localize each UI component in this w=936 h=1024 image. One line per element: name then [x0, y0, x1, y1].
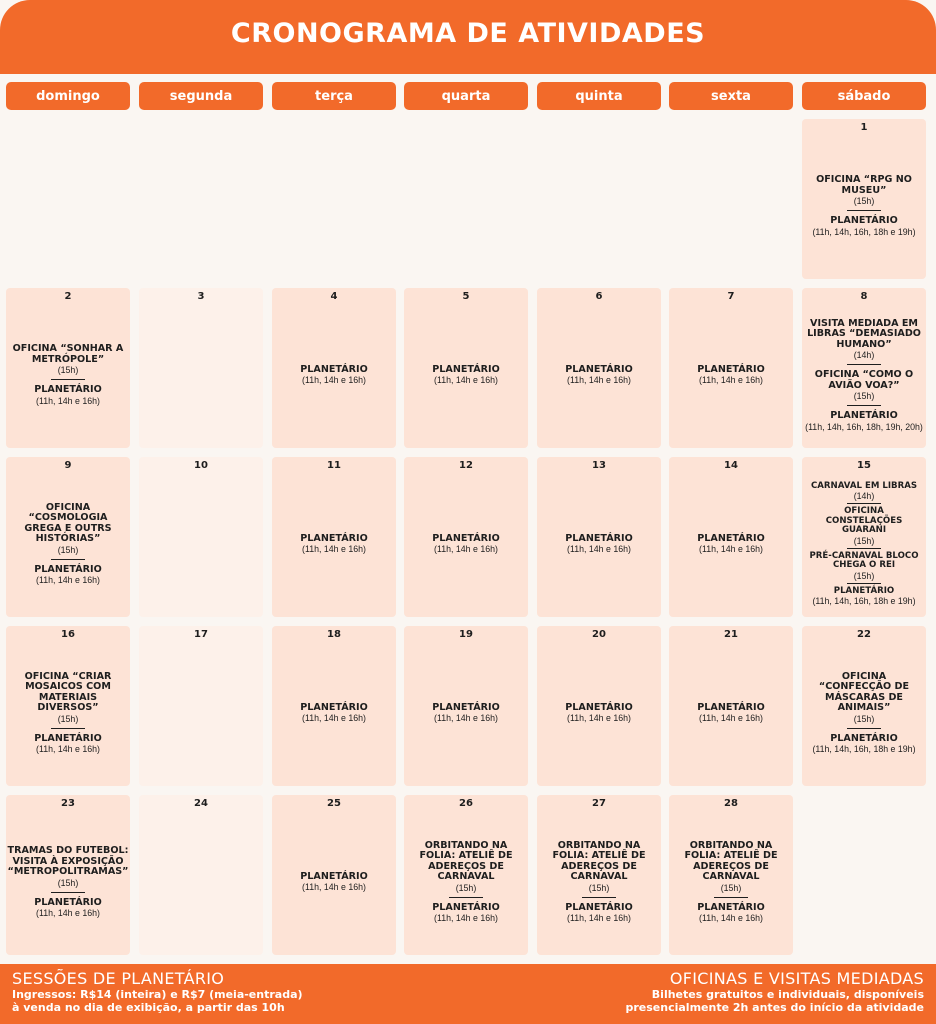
- weekday-sabado: sábado: [802, 82, 926, 110]
- event-separator: [847, 728, 881, 729]
- day-number: 24: [194, 798, 208, 809]
- event-time: (11h, 14h, 16h, 18h e 19h): [812, 226, 916, 237]
- event-time: (15h): [853, 535, 875, 546]
- event-separator: [714, 897, 748, 898]
- event-time: (15h): [57, 877, 79, 888]
- calendar-day-20: [537, 626, 661, 786]
- day-events: [669, 640, 793, 786]
- weekday-quinta: quinta: [537, 82, 661, 110]
- day-number: 15: [857, 460, 871, 471]
- event-separator: [847, 583, 881, 584]
- day-number: 28: [724, 798, 738, 809]
- event-time: (15h): [57, 365, 79, 376]
- event-title: PLANETÁRIO: [565, 363, 633, 375]
- event-time: (11h, 14h, 16h, 18h e 19h): [812, 596, 916, 607]
- event-time: (11h, 14h e 16h): [699, 913, 763, 924]
- event-time: (15h): [588, 882, 610, 893]
- weekday-sexta: sexta: [669, 82, 793, 110]
- event-separator: [847, 210, 881, 211]
- day-number: 14: [724, 460, 738, 471]
- day-events: [669, 302, 793, 448]
- day-events: [537, 471, 661, 617]
- calendar-day-25: [272, 795, 396, 955]
- calendar-day-6: [537, 288, 661, 448]
- event-title: OFICINA “COMO O AVIÃO VOA?”: [814, 369, 914, 391]
- event-time: (11h, 14h e 16h): [36, 575, 100, 586]
- event-time: (11h, 14h, 16h, 18h e 19h): [812, 744, 916, 755]
- day-events: [6, 471, 130, 617]
- event-time: (14h): [853, 350, 875, 360]
- event-title: PLANETÁRIO: [565, 532, 633, 544]
- event-title: TRAMAS DO FUTEBOL: VISITA À EXPOSIÇÃO “METROPOLITRAMAS”: [7, 845, 129, 877]
- calendar-day-18: [272, 626, 396, 786]
- event-separator: [582, 897, 616, 898]
- day-events: [6, 809, 130, 955]
- event-separator: [51, 379, 85, 380]
- calendar-day-12: [404, 457, 528, 617]
- event-title: OFICINA “COSMOLOGIA GREGA E OUTRS HISTÓRIAS”: [24, 501, 112, 545]
- day-number: 5: [462, 291, 470, 302]
- day-events: [537, 640, 661, 786]
- calendar-day-9: [6, 457, 130, 617]
- day-number: 13: [592, 460, 606, 471]
- day-events: [272, 471, 396, 617]
- event-separator: [847, 503, 881, 504]
- footer-left-line: à venda no dia de exibição, a partir das 10h: [12, 1001, 285, 1014]
- event-separator: [51, 892, 85, 893]
- event-title: PLANETÁRIO: [34, 563, 102, 575]
- day-events: [537, 809, 661, 955]
- day-number: 8: [860, 291, 868, 302]
- day-events: [404, 471, 528, 617]
- day-events: [6, 640, 130, 786]
- event-time: (11h, 14h e 16h): [434, 375, 498, 386]
- day-number: 9: [64, 460, 72, 471]
- event-separator: [847, 405, 881, 406]
- event-time: (11h, 14h e 16h): [36, 908, 100, 918]
- event-title: PLANETÁRIO: [830, 732, 898, 744]
- event-title: OFICINA “CONFECÇÃO DE MÁSCARAS DE ANIMAIS”: [818, 670, 910, 714]
- event-time: (11h, 14h e 16h): [567, 544, 631, 555]
- event-time: (15h): [853, 391, 875, 401]
- calendar-day-19: [404, 626, 528, 786]
- day-number: 1: [860, 122, 868, 133]
- event-time: (11h, 14h e 16h): [434, 913, 498, 924]
- calendar-day-24: [139, 795, 263, 955]
- event-time: (11h, 14h e 16h): [434, 544, 498, 555]
- event-time: (15h): [853, 196, 875, 207]
- event-time: (11h, 14h e 16h): [699, 544, 763, 555]
- calendar-day-10: [139, 457, 263, 617]
- day-number: 27: [592, 798, 606, 809]
- day-number: 16: [61, 629, 75, 640]
- calendar-day-16: [6, 626, 130, 786]
- footer-planetarium-info: [12, 969, 303, 1014]
- day-number: 4: [330, 291, 338, 302]
- event-title: PLANETÁRIO: [34, 732, 102, 744]
- footer-right-title: OFICINAS E VISITAS MEDIADAS: [669, 969, 924, 988]
- weekday-terca: terça: [272, 82, 396, 110]
- weekday-quarta: quarta: [404, 82, 528, 110]
- event-separator: [51, 728, 85, 729]
- event-time: (14h): [853, 491, 875, 502]
- event-title: PLANETÁRIO: [697, 532, 765, 544]
- calendar-day-13: [537, 457, 661, 617]
- event-title: PLANETÁRIO: [300, 870, 368, 882]
- calendar-day-1: [802, 119, 926, 279]
- event-title: PLANETÁRIO: [432, 532, 500, 544]
- event-time: (11h, 14h e 16h): [302, 375, 366, 386]
- page-header: [0, 0, 936, 74]
- day-events: [404, 809, 528, 955]
- event-title: OFICINA “CRIAR MOSAICOS COM MATERIAIS DIVERSOS”: [24, 670, 112, 714]
- event-time: (11h, 14h e 16h): [567, 713, 631, 724]
- event-title: PLANETÁRIO: [300, 363, 368, 375]
- event-time: (11h, 14h e 16h): [302, 544, 366, 555]
- event-time: (11h, 14h e 16h): [302, 882, 366, 893]
- day-number: 17: [194, 629, 208, 640]
- event-time: (11h, 14h e 16h): [567, 375, 631, 386]
- day-events: [802, 302, 926, 448]
- event-title: PLANETÁRIO: [432, 901, 500, 913]
- event-title: ORBITANDO NA FOLIA: ATELIÊ DE ADEREÇOS DE CARNAVAL: [552, 839, 646, 883]
- day-number: 19: [459, 629, 473, 640]
- day-events: [6, 302, 130, 448]
- event-title: PLANETÁRIO: [565, 901, 633, 913]
- day-number: 25: [327, 798, 341, 809]
- event-time: (11h, 14h e 16h): [699, 713, 763, 724]
- event-title: PLANETÁRIO: [300, 532, 368, 544]
- event-title: PLANETÁRIO: [34, 896, 102, 908]
- weekday-segunda: segunda: [139, 82, 263, 110]
- day-events: [404, 640, 528, 786]
- day-events: [272, 809, 396, 955]
- footer: [0, 964, 936, 1024]
- calendar-day-4: [272, 288, 396, 448]
- calendar-day-7: [669, 288, 793, 448]
- event-title: CARNAVAL EM LIBRAS: [810, 480, 918, 491]
- event-title: VISITA MEDIADA EM LIBRAS “DEMASIADO HUMANO”: [807, 317, 921, 350]
- calendar-day-8: [802, 288, 926, 448]
- weekday-domingo: domingo: [6, 82, 130, 110]
- calendar-day-3: [139, 288, 263, 448]
- event-separator: [449, 897, 483, 898]
- calendar-day-22: [802, 626, 926, 786]
- event-time: (11h, 14h e 16h): [302, 713, 366, 724]
- event-title: PLANETÁRIO: [34, 384, 102, 396]
- calendar-day-11: [272, 457, 396, 617]
- calendar-day-28: [669, 795, 793, 955]
- day-number: 22: [857, 629, 871, 640]
- event-title: PLANETÁRIO: [432, 701, 500, 713]
- day-events: [537, 302, 661, 448]
- event-title: PLANETÁRIO: [697, 701, 765, 713]
- day-number: 7: [727, 291, 735, 302]
- event-time: (11h, 14h e 16h): [36, 395, 100, 406]
- event-time: (11h, 14h, 16h, 18h, 19h, 20h): [805, 421, 923, 432]
- page-title: CRONOGRAMA DE ATIVIDADES: [230, 18, 706, 49]
- event-time: (15h): [57, 713, 79, 724]
- event-title: PLANETÁRIO: [432, 363, 500, 375]
- event-time: (15h): [853, 570, 875, 581]
- event-title: PLANETÁRIO: [300, 701, 368, 713]
- footer-right-line: Bilhetes gratuitos e individuais, disponíveis: [651, 988, 924, 1001]
- day-events: [272, 302, 396, 448]
- event-separator: [51, 559, 85, 560]
- event-title: ORBITANDO NA FOLIA: ATELIÊ DE ADEREÇOS DE CARNAVAL: [684, 839, 778, 883]
- day-events: [802, 133, 926, 279]
- calendar-day-17: [139, 626, 263, 786]
- event-title: PLANETÁRIO: [565, 701, 633, 713]
- event-title: PLANETÁRIO: [833, 585, 895, 596]
- event-title: PLANETÁRIO: [830, 410, 898, 421]
- day-number: 21: [724, 629, 738, 640]
- event-time: (15h): [853, 713, 875, 724]
- footer-workshops-info: [625, 969, 924, 1014]
- event-title: ORBITANDO NA FOLIA: ATELIÊ DE ADEREÇOS DE CARNAVAL: [419, 839, 513, 883]
- calendar-day-14: [669, 457, 793, 617]
- day-events: [669, 809, 793, 955]
- event-title: PRÉ-CARNAVAL BLOCO CHEGA O REI: [809, 550, 919, 571]
- event-title: PLANETÁRIO: [697, 901, 765, 913]
- event-time: (11h, 14h e 16h): [36, 744, 100, 755]
- day-events: [802, 640, 926, 786]
- calendar-day-27: [537, 795, 661, 955]
- event-time: (11h, 14h e 16h): [434, 713, 498, 724]
- day-events: [272, 640, 396, 786]
- calendar-day-5: [404, 288, 528, 448]
- day-number: 26: [459, 798, 473, 809]
- footer-left-line: Ingressos: R$14 (inteira) e R$7 (meia-entrada): [12, 988, 303, 1001]
- day-number: 18: [327, 629, 341, 640]
- event-time: (11h, 14h e 16h): [699, 375, 763, 386]
- day-number: 6: [595, 291, 603, 302]
- calendar-day-2: [6, 288, 130, 448]
- day-number: 3: [197, 291, 205, 302]
- calendar-day-21: [669, 626, 793, 786]
- event-separator: [847, 364, 881, 365]
- event-title: PLANETÁRIO: [830, 215, 898, 227]
- event-title: OFICINA “RPG NO MUSEU”: [816, 174, 912, 196]
- footer-right-line: presencialmente 2h antes do início da atividade: [625, 1001, 924, 1014]
- event-time: (15h): [455, 882, 477, 893]
- calendar-day-15: [802, 457, 926, 617]
- day-number: 10: [194, 460, 208, 471]
- calendar-day-26: [404, 795, 528, 955]
- event-time: (15h): [57, 544, 79, 555]
- day-number: 2: [64, 291, 72, 302]
- day-events: [404, 302, 528, 448]
- day-number: 20: [592, 629, 606, 640]
- event-separator: [847, 548, 881, 549]
- day-number: 23: [61, 798, 75, 809]
- day-events: [669, 471, 793, 617]
- footer-left-title: SESSÕES DE PLANETÁRIO: [12, 969, 225, 988]
- event-title: PLANETÁRIO: [697, 363, 765, 375]
- event-time: (15h): [720, 882, 742, 893]
- day-number: 11: [327, 460, 341, 471]
- event-title: OFICINA CONSTELAÇÕES GUARANI: [825, 506, 903, 536]
- day-events: [802, 471, 926, 617]
- event-title: OFICINA “SONHAR A METRÓPOLE”: [12, 343, 124, 365]
- day-number: 12: [459, 460, 473, 471]
- event-time: (11h, 14h e 16h): [567, 913, 631, 924]
- calendar-day-23: [6, 795, 130, 955]
